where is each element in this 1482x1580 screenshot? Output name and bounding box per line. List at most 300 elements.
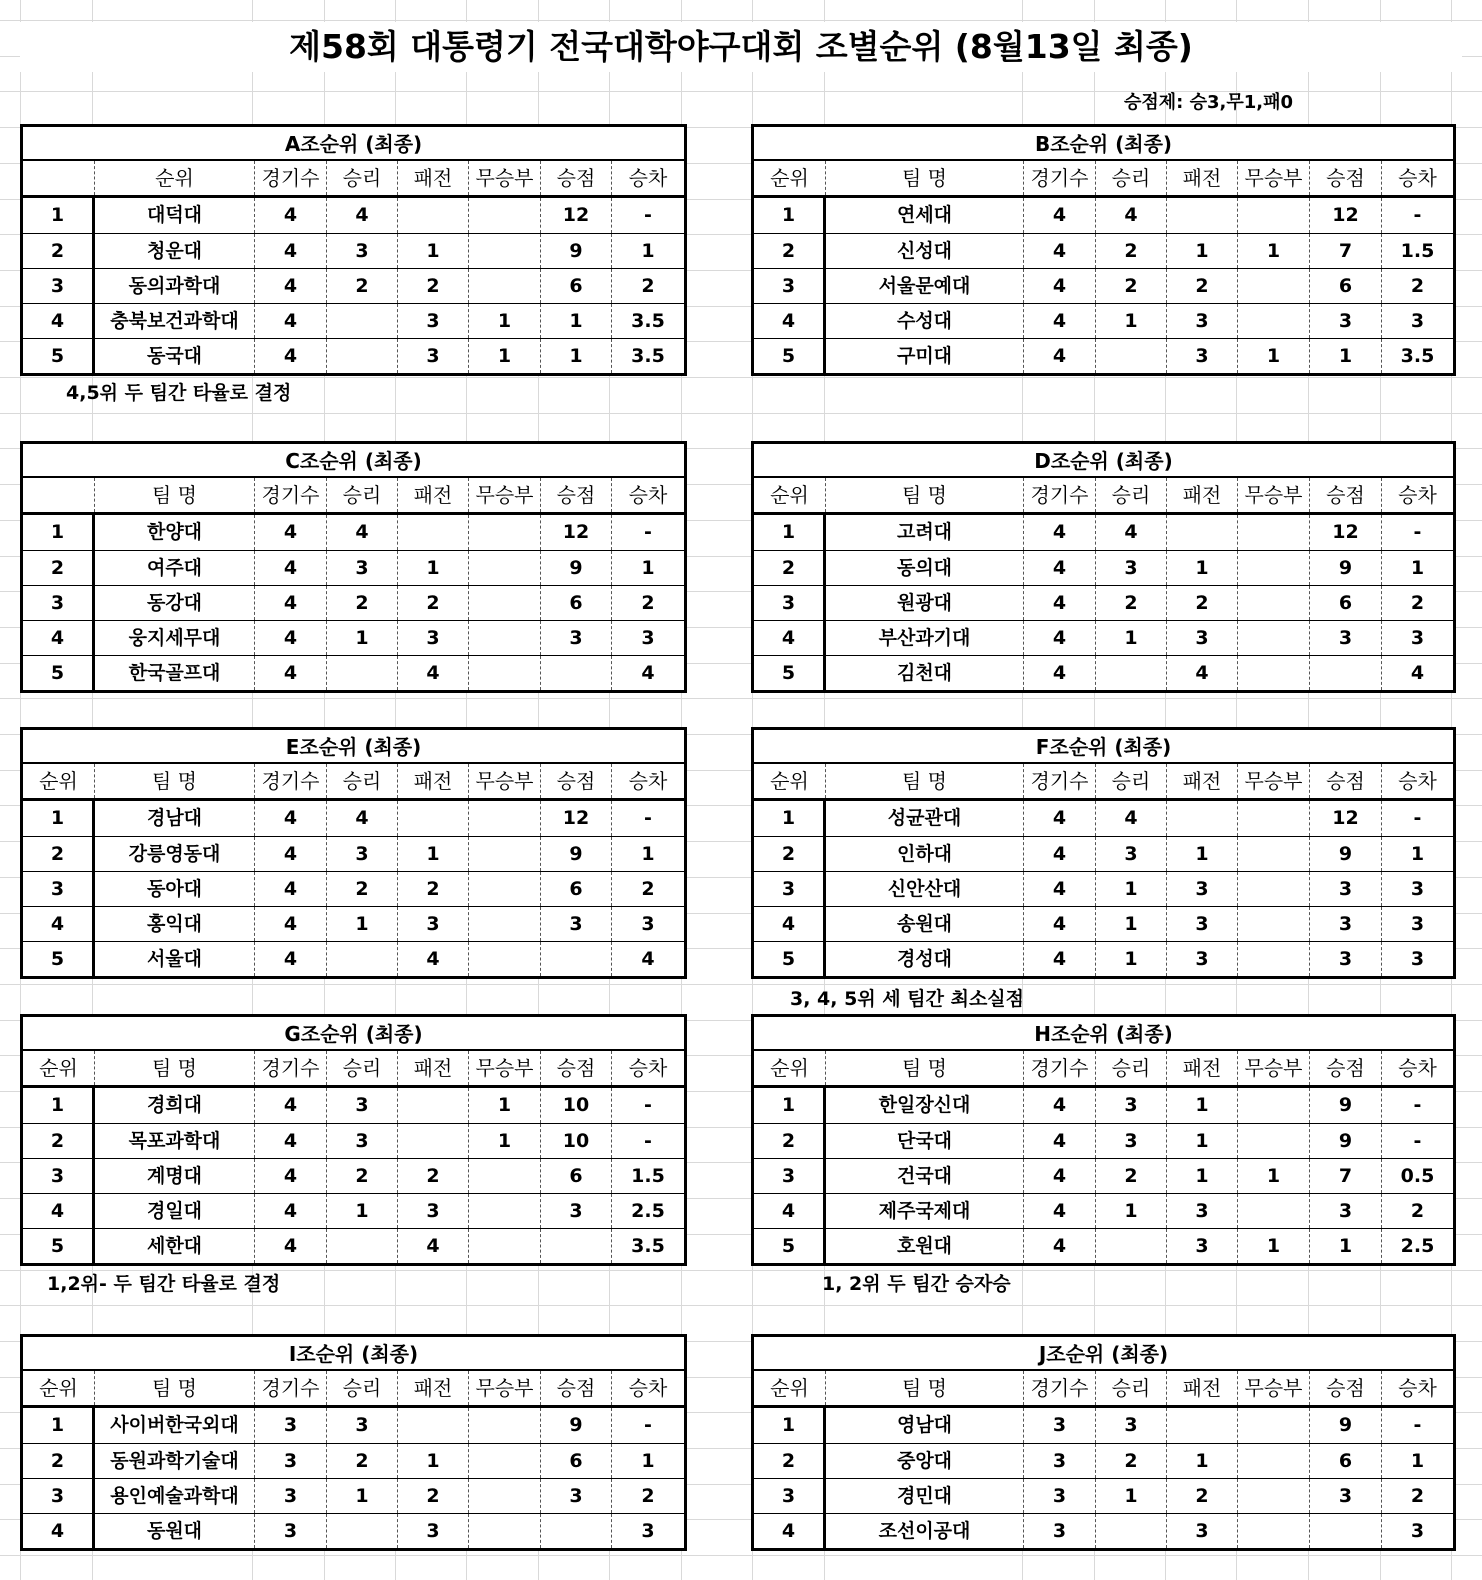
rank-cell: 2 [754, 1444, 826, 1478]
stat-cell: - [1413, 1094, 1422, 1116]
stat-cell: 3 [641, 913, 655, 935]
grid-line [0, 984, 1482, 985]
stat-cell: 4 [255, 656, 327, 690]
group-table [751, 727, 1456, 979]
team-name-cell: 연세대 [826, 198, 1024, 233]
stat-cell: 1 [1167, 837, 1238, 871]
table-row [23, 1408, 684, 1443]
stat-cell [1238, 801, 1310, 836]
stat-cell: 3 [1310, 872, 1382, 906]
table-row [754, 1088, 1453, 1123]
stat-cell: 1 [541, 304, 612, 338]
stat-cell: 4 [1410, 662, 1425, 684]
stat-cell: 1 [641, 557, 655, 579]
team-name-cell: 사이버한국외대 [95, 1408, 255, 1443]
stat-cell [1238, 1194, 1310, 1228]
stat-cell: 1.5 [631, 1165, 665, 1187]
column-header: 승차 [1398, 769, 1437, 793]
stat-cell: 4 [1024, 1124, 1096, 1158]
column-header: 경기수 [1024, 764, 1096, 798]
stat-cell: 2 [1096, 269, 1167, 303]
column-header: 무승부 [469, 1371, 541, 1405]
stat-cell [398, 1124, 469, 1158]
column-header: 무승부 [469, 1051, 541, 1085]
team-name-cell: 웅지세무대 [95, 621, 255, 655]
team-name-cell: 신성대 [826, 234, 1024, 268]
table-row [23, 1088, 684, 1123]
column-header: 승점 [541, 478, 612, 512]
stat-cell: 1 [398, 551, 469, 585]
stat-cell: 3 [1096, 1408, 1167, 1443]
table-row [754, 268, 1453, 303]
group-table [20, 441, 687, 693]
column-header: 패전 [398, 478, 469, 512]
column-header: 승차 [628, 1056, 668, 1080]
rank-cell: 4 [23, 907, 95, 941]
stat-cell: 3 [1410, 878, 1425, 900]
rank-cell: 1 [754, 515, 826, 550]
stat-cell: 3 [1167, 1194, 1238, 1228]
group-table [20, 1014, 687, 1266]
stat-cell: 4 [1024, 515, 1096, 550]
column-header: 승차 [628, 166, 668, 190]
table-header-row [754, 478, 1453, 515]
rank-cell: 5 [23, 1229, 95, 1263]
stat-cell: 1 [327, 621, 398, 655]
stat-cell: 4 [255, 551, 327, 585]
table-row [23, 1443, 684, 1478]
column-header: 승차 [628, 769, 668, 793]
column-header: 승차 [628, 1376, 668, 1400]
stat-cell [469, 942, 541, 976]
rank-cell: 1 [23, 198, 95, 233]
team-name-cell: 원광대 [826, 586, 1024, 620]
column-header: 무승부 [1238, 478, 1310, 512]
stat-cell: 3 [255, 1408, 327, 1443]
column-header: 승리 [327, 1051, 398, 1085]
stat-cell: 3 [1024, 1514, 1096, 1548]
tiebreak-note: 4,5위 두 팀간 타율로 결정 [66, 382, 292, 404]
stat-cell: 4 [1024, 1088, 1096, 1123]
team-name-cell: 성균관대 [826, 801, 1024, 836]
stat-cell: 3 [1096, 1124, 1167, 1158]
stat-cell: 3.5 [631, 345, 665, 367]
column-header: 팀 명 [826, 1051, 1024, 1085]
column-header: 순위 [95, 161, 255, 195]
stat-cell [1096, 339, 1167, 373]
stat-cell: 2 [1096, 1159, 1167, 1193]
table-row [23, 620, 684, 655]
stat-cell: 3 [327, 551, 398, 585]
stat-cell: 1 [1410, 843, 1425, 865]
stat-cell: 6 [541, 1159, 612, 1193]
grid-line [0, 20, 1482, 21]
team-name-cell: 대덕대 [95, 198, 255, 233]
stat-cell [1238, 1408, 1310, 1443]
stat-cell: 2 [641, 592, 655, 614]
stat-cell: 4 [255, 234, 327, 268]
stat-cell: - [1413, 807, 1422, 829]
stat-cell [469, 1479, 541, 1513]
stat-cell: 3 [1024, 1408, 1096, 1443]
team-name-cell: 동의대 [826, 551, 1024, 585]
column-header: 패전 [1167, 161, 1238, 195]
stat-cell [327, 656, 398, 690]
stat-cell: 4 [1024, 656, 1096, 690]
stat-cell: 9 [1310, 1088, 1382, 1123]
group-table [751, 441, 1456, 693]
team-name-cell: 한국골프대 [95, 656, 255, 690]
stat-cell: 2 [641, 275, 655, 297]
stat-cell: 9 [1310, 551, 1382, 585]
stat-cell [398, 1408, 469, 1443]
column-header: 무승부 [469, 161, 541, 195]
group-table [751, 124, 1456, 376]
column-header: 팀 명 [826, 1371, 1024, 1405]
stat-cell: 2 [1410, 1485, 1425, 1507]
column-header: 무승부 [1238, 1371, 1310, 1405]
stat-cell: 2 [398, 269, 469, 303]
stat-cell [469, 1408, 541, 1443]
table-row [23, 906, 684, 941]
stat-cell: 9 [541, 1408, 612, 1443]
stat-cell: - [1413, 204, 1422, 226]
stat-cell: 1 [1238, 1159, 1310, 1193]
stat-cell: 9 [1310, 1408, 1382, 1443]
group-title: C조순위 (최종) [23, 444, 684, 478]
stat-cell: 1 [469, 339, 541, 373]
stat-cell: 1 [327, 1194, 398, 1228]
team-name-cell: 인하대 [826, 837, 1024, 871]
stat-cell: 2 [1167, 269, 1238, 303]
table-row [23, 1478, 684, 1513]
group-table [751, 1014, 1456, 1266]
team-name-cell: 구미대 [826, 339, 1024, 373]
stat-cell: 4 [1096, 801, 1167, 836]
team-name-cell: 건국대 [826, 1159, 1024, 1193]
table-row [754, 941, 1453, 976]
stat-cell: 4 [1024, 586, 1096, 620]
column-header: 순위 [754, 478, 826, 512]
stat-cell [1238, 304, 1310, 338]
stat-cell: 4 [255, 586, 327, 620]
tiebreak-note: 1, 2위 두 팀간 승자승 [822, 1273, 1011, 1295]
rank-cell: 1 [754, 198, 826, 233]
column-header: 승점 [1310, 1371, 1382, 1405]
stat-cell: 0.5 [1400, 1165, 1435, 1187]
column-header: 경기수 [255, 478, 327, 512]
stat-cell: 3 [1167, 1514, 1238, 1548]
stat-cell: 4 [255, 907, 327, 941]
column-header: 패전 [1167, 1371, 1238, 1405]
column-header: 승점 [1310, 161, 1382, 195]
stat-cell [1238, 621, 1310, 655]
table-row [23, 233, 684, 268]
table-row [754, 1513, 1453, 1548]
stat-cell: 1 [1410, 557, 1425, 579]
grid-line [0, 1555, 1482, 1556]
stat-cell [1238, 907, 1310, 941]
stat-cell: 1 [1238, 1229, 1310, 1263]
team-name-cell: 중앙대 [826, 1444, 1024, 1478]
stat-cell [541, 1514, 612, 1548]
stat-cell: 3 [1096, 837, 1167, 871]
stat-cell: 4 [1024, 551, 1096, 585]
stat-cell: 3 [1024, 1479, 1096, 1513]
team-name-cell: 호원대 [826, 1229, 1024, 1263]
table-row [754, 585, 1453, 620]
rank-cell: 1 [23, 1408, 95, 1443]
stat-cell: 1 [541, 339, 612, 373]
stat-cell: 3 [541, 1479, 612, 1513]
table-header-row [23, 478, 684, 515]
stat-cell: 1 [1238, 234, 1310, 268]
stat-cell: 12 [541, 515, 612, 550]
stat-cell: 4 [1024, 269, 1096, 303]
stat-cell: 2 [327, 269, 398, 303]
table-row [23, 550, 684, 585]
stat-cell: 4 [1024, 907, 1096, 941]
team-name-cell: 신안산대 [826, 872, 1024, 906]
stat-cell [469, 1229, 541, 1263]
stat-cell [1238, 1514, 1310, 1548]
rank-cell: 2 [23, 551, 95, 585]
table-header-row [23, 764, 684, 801]
rank-cell: 1 [23, 801, 95, 836]
stat-cell: 2 [1096, 234, 1167, 268]
table-row [754, 1228, 1453, 1263]
column-header: 순위 [23, 1051, 95, 1085]
stat-cell [1096, 1514, 1167, 1548]
group-table [20, 124, 687, 376]
stat-cell [1096, 656, 1167, 690]
stat-cell: 12 [1310, 198, 1382, 233]
column-header: 순위 [754, 764, 826, 798]
stat-cell: 4 [255, 515, 327, 550]
stat-cell: 4 [327, 801, 398, 836]
stat-cell: 4 [255, 339, 327, 373]
stat-cell: 2 [1167, 1479, 1238, 1513]
tiebreak-note: 3, 4, 5위 세 팀간 최소실점 [790, 988, 1025, 1010]
column-header: 경기수 [1024, 1371, 1096, 1405]
rank-cell: 3 [754, 1479, 826, 1513]
table-row [23, 303, 684, 338]
stat-cell: 4 [1167, 656, 1238, 690]
team-name-cell: 부산과기대 [826, 621, 1024, 655]
stat-cell [469, 872, 541, 906]
column-header: 팀 명 [95, 1051, 255, 1085]
stat-cell: 4 [1024, 872, 1096, 906]
rank-cell: 3 [754, 872, 826, 906]
column-header: 순위 [754, 1051, 826, 1085]
column-header: 승리 [327, 1371, 398, 1405]
stat-cell: 2 [398, 1159, 469, 1193]
grid-line [0, 1305, 1482, 1306]
table-row [754, 871, 1453, 906]
team-name-cell: 동아대 [95, 872, 255, 906]
column-header: 경기수 [255, 764, 327, 798]
stat-cell [469, 907, 541, 941]
stat-cell: 4 [398, 1229, 469, 1263]
table-row [23, 655, 684, 690]
stat-cell: 1.5 [1400, 240, 1435, 262]
table-header-row [754, 1371, 1453, 1408]
page-title: 제58회 대통령기 전국대학야구대회 조별순위 (8월13일 최종) [20, 22, 1462, 72]
rank-cell: 1 [754, 1408, 826, 1443]
rank-cell: 5 [754, 942, 826, 976]
column-header: 승차 [1398, 166, 1437, 190]
stat-cell: 1 [327, 907, 398, 941]
column-header [23, 161, 95, 195]
stat-cell [1310, 1514, 1382, 1548]
stat-cell: - [644, 204, 652, 226]
stat-cell: 7 [1310, 234, 1382, 268]
rank-cell: 1 [754, 1088, 826, 1123]
rank-cell: 3 [754, 1159, 826, 1193]
stat-cell: 1 [398, 234, 469, 268]
column-header: 승리 [327, 161, 398, 195]
team-name-cell: 한양대 [95, 515, 255, 550]
team-name-cell: 동원대 [95, 1514, 255, 1548]
stat-cell [398, 515, 469, 550]
stat-cell: 3 [1096, 1088, 1167, 1123]
stat-cell [398, 801, 469, 836]
stat-cell: 6 [1310, 1444, 1382, 1478]
stat-cell [1238, 1479, 1310, 1513]
stat-cell: 2 [1167, 586, 1238, 620]
stat-cell: 1 [1096, 1479, 1167, 1513]
stat-cell [469, 1194, 541, 1228]
rank-cell: 4 [754, 1514, 826, 1548]
stat-cell [327, 942, 398, 976]
stat-cell: 4 [641, 662, 655, 684]
rank-cell: 1 [23, 1088, 95, 1123]
stat-cell: 4 [255, 942, 327, 976]
stat-cell: 3 [1410, 913, 1425, 935]
table-row [754, 515, 1453, 550]
stat-cell [1238, 872, 1310, 906]
rank-cell: 5 [754, 1229, 826, 1263]
team-name-cell: 세한대 [95, 1229, 255, 1263]
stat-cell: 3 [1410, 948, 1425, 970]
table-header-row [754, 161, 1453, 198]
stat-cell: 3 [1410, 310, 1425, 332]
stat-cell [327, 1229, 398, 1263]
stat-cell: 4 [255, 1194, 327, 1228]
stat-cell: 4 [327, 515, 398, 550]
rank-cell: 2 [754, 234, 826, 268]
column-header: 무승부 [469, 764, 541, 798]
stat-cell: 1 [1167, 1159, 1238, 1193]
column-header: 무승부 [1238, 161, 1310, 195]
stat-cell: 2 [1410, 1200, 1425, 1222]
stat-cell: 6 [541, 269, 612, 303]
stat-cell: 3 [327, 1088, 398, 1123]
stat-cell: 1 [1167, 234, 1238, 268]
column-header: 승점 [541, 764, 612, 798]
team-name-cell: 송원대 [826, 907, 1024, 941]
rank-cell: 3 [23, 872, 95, 906]
stat-cell: - [1413, 1130, 1422, 1152]
stat-cell: 1 [1096, 942, 1167, 976]
table-row [754, 1158, 1453, 1193]
column-header: 승차 [628, 483, 668, 507]
stat-cell: 2.5 [1400, 1235, 1435, 1257]
stat-cell: 1 [1096, 621, 1167, 655]
stat-cell: 3 [1410, 627, 1425, 649]
team-name-cell: 김천대 [826, 656, 1024, 690]
stat-cell: 3 [255, 1479, 327, 1513]
column-header: 승차 [1398, 1056, 1437, 1080]
team-name-cell: 제주국제대 [826, 1194, 1024, 1228]
group-table [20, 727, 687, 979]
stat-cell: 9 [541, 234, 612, 268]
rank-cell: 3 [23, 586, 95, 620]
rank-cell: 4 [754, 621, 826, 655]
stat-cell [1167, 515, 1238, 550]
rank-cell: 2 [754, 551, 826, 585]
stat-cell: 2 [327, 1159, 398, 1193]
stat-cell: 3 [1167, 304, 1238, 338]
stat-cell: 4 [641, 948, 655, 970]
stat-cell: 2 [1096, 1444, 1167, 1478]
rank-cell: 5 [754, 339, 826, 373]
table-row [23, 801, 684, 836]
stat-cell: 3 [1410, 1520, 1425, 1542]
stat-cell: 1 [469, 1124, 541, 1158]
stat-cell: 3 [1024, 1444, 1096, 1478]
team-name-cell: 경민대 [826, 1479, 1024, 1513]
stat-cell [1238, 837, 1310, 871]
stat-cell: 6 [541, 1444, 612, 1478]
stat-cell: 3 [541, 1194, 612, 1228]
rank-cell: 2 [23, 1444, 95, 1478]
stat-cell: 1 [469, 304, 541, 338]
rank-cell: 5 [23, 339, 95, 373]
rank-cell: 5 [23, 656, 95, 690]
team-name-cell: 고려대 [826, 515, 1024, 550]
stat-cell: 2 [641, 878, 655, 900]
group-table [751, 1334, 1456, 1551]
stat-cell [1167, 801, 1238, 836]
stat-cell [469, 621, 541, 655]
group-title: G조순위 (최종) [23, 1017, 684, 1051]
stat-cell: 3.5 [1400, 345, 1435, 367]
stat-cell [469, 234, 541, 268]
stat-cell: 3 [1310, 621, 1382, 655]
column-header: 팀 명 [826, 161, 1024, 195]
stat-cell: 12 [1310, 801, 1382, 836]
stat-cell: 4 [255, 304, 327, 338]
stat-cell [327, 304, 398, 338]
stat-cell: 3 [255, 1514, 327, 1548]
table-row [754, 801, 1453, 836]
rank-cell: 3 [23, 1479, 95, 1513]
table-row [23, 1193, 684, 1228]
table-row [23, 1123, 684, 1158]
stat-cell [469, 1514, 541, 1548]
table-row [754, 906, 1453, 941]
stat-cell [1238, 942, 1310, 976]
stat-cell: - [644, 521, 652, 543]
stat-cell: 3 [327, 1124, 398, 1158]
stat-cell: 3 [398, 339, 469, 373]
column-header: 승점 [541, 1051, 612, 1085]
rank-cell: 1 [754, 801, 826, 836]
team-name-cell: 서울대 [95, 942, 255, 976]
group-title: D조순위 (최종) [754, 444, 1453, 478]
stat-cell [469, 198, 541, 233]
